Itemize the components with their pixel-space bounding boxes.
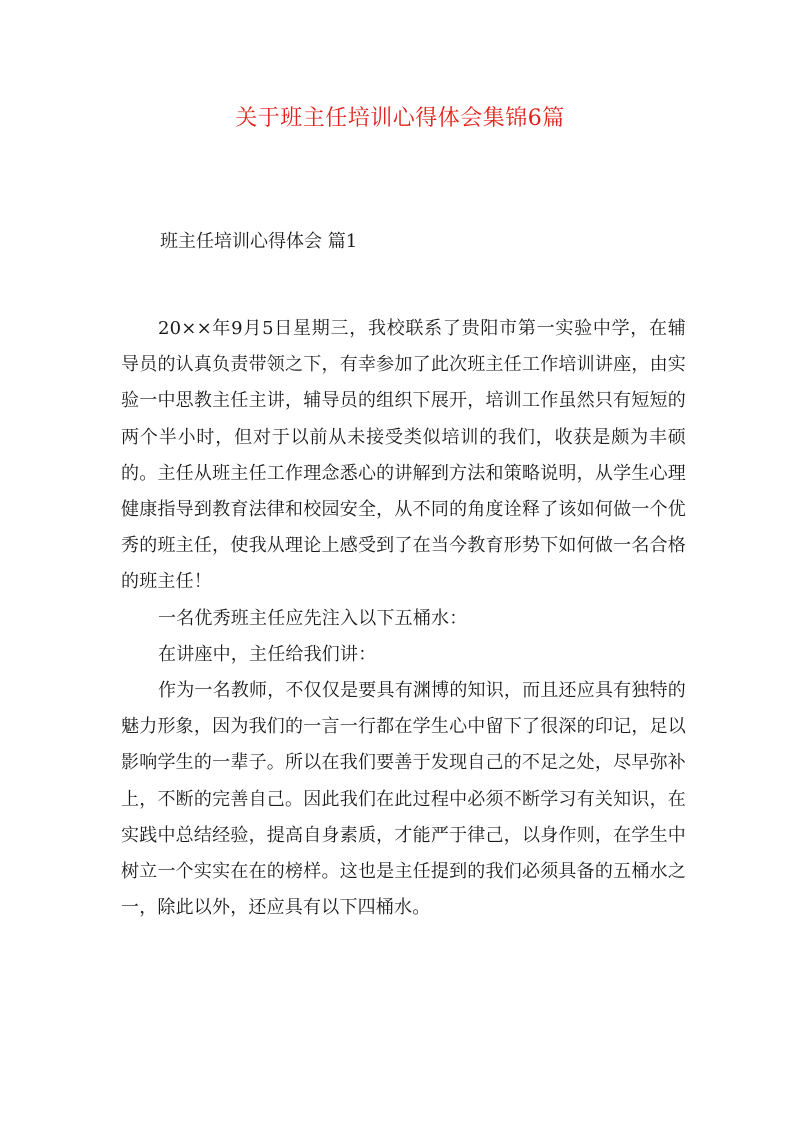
document-title: 关于班主任培训心得体会集锦6篇 <box>235 106 565 131</box>
paragraph-teacher-role: 作为一名教师，不仅仅是要具有渊博的知识，而且还应具有独特的魅力形象，因为我们的一言一行都在学生心中留下了很深的印记，足以影响学生的一辈子。所以在我们要善于发现自己的不足之处，尽早弥补上，不断的完善自己。因此我们在此过程中必须不断学习有关知识，在实践中总结经验，提高自身素质，才能严于律己，以身作则，在学生中树立一个实实在在的榜样。这也是主任提到的我们必须具备的五桶水之一，除此以外，还应具有以下四桶水。 <box>121 680 686 919</box>
section-heading: 班主任培训心得体会 篇1 <box>160 231 358 252</box>
body-text <box>121 311 686 926</box>
paragraph-five-buckets: 一名优秀班主任应先注入以下五桶水： <box>158 607 468 629</box>
paragraph-lecture: 在讲座中，主任给我们讲： <box>158 643 377 665</box>
paragraph-intro: 20××年9月5日星期三，我校联系了贵阳市第一实验中学，在辅导员的认真负责带领之下，有幸参加了此次班主任工作培训讲座，由实验一中思教主任主讲，辅导员的组织下展开，培训工作虽然只有短短的两个半小时，但对于以前从未接受类似培训的我们，收获是颇为丰硕的。主任从班主任工作理念悉心的讲解到方法和策略说明，从学生心理健康指导到教育法律和校园安全，从不同的角度诠释了该如何做一个优秀的班主任，使我从理论上感受到了在当今教育形势下如何做一名合格的班主任！ <box>121 318 686 593</box>
